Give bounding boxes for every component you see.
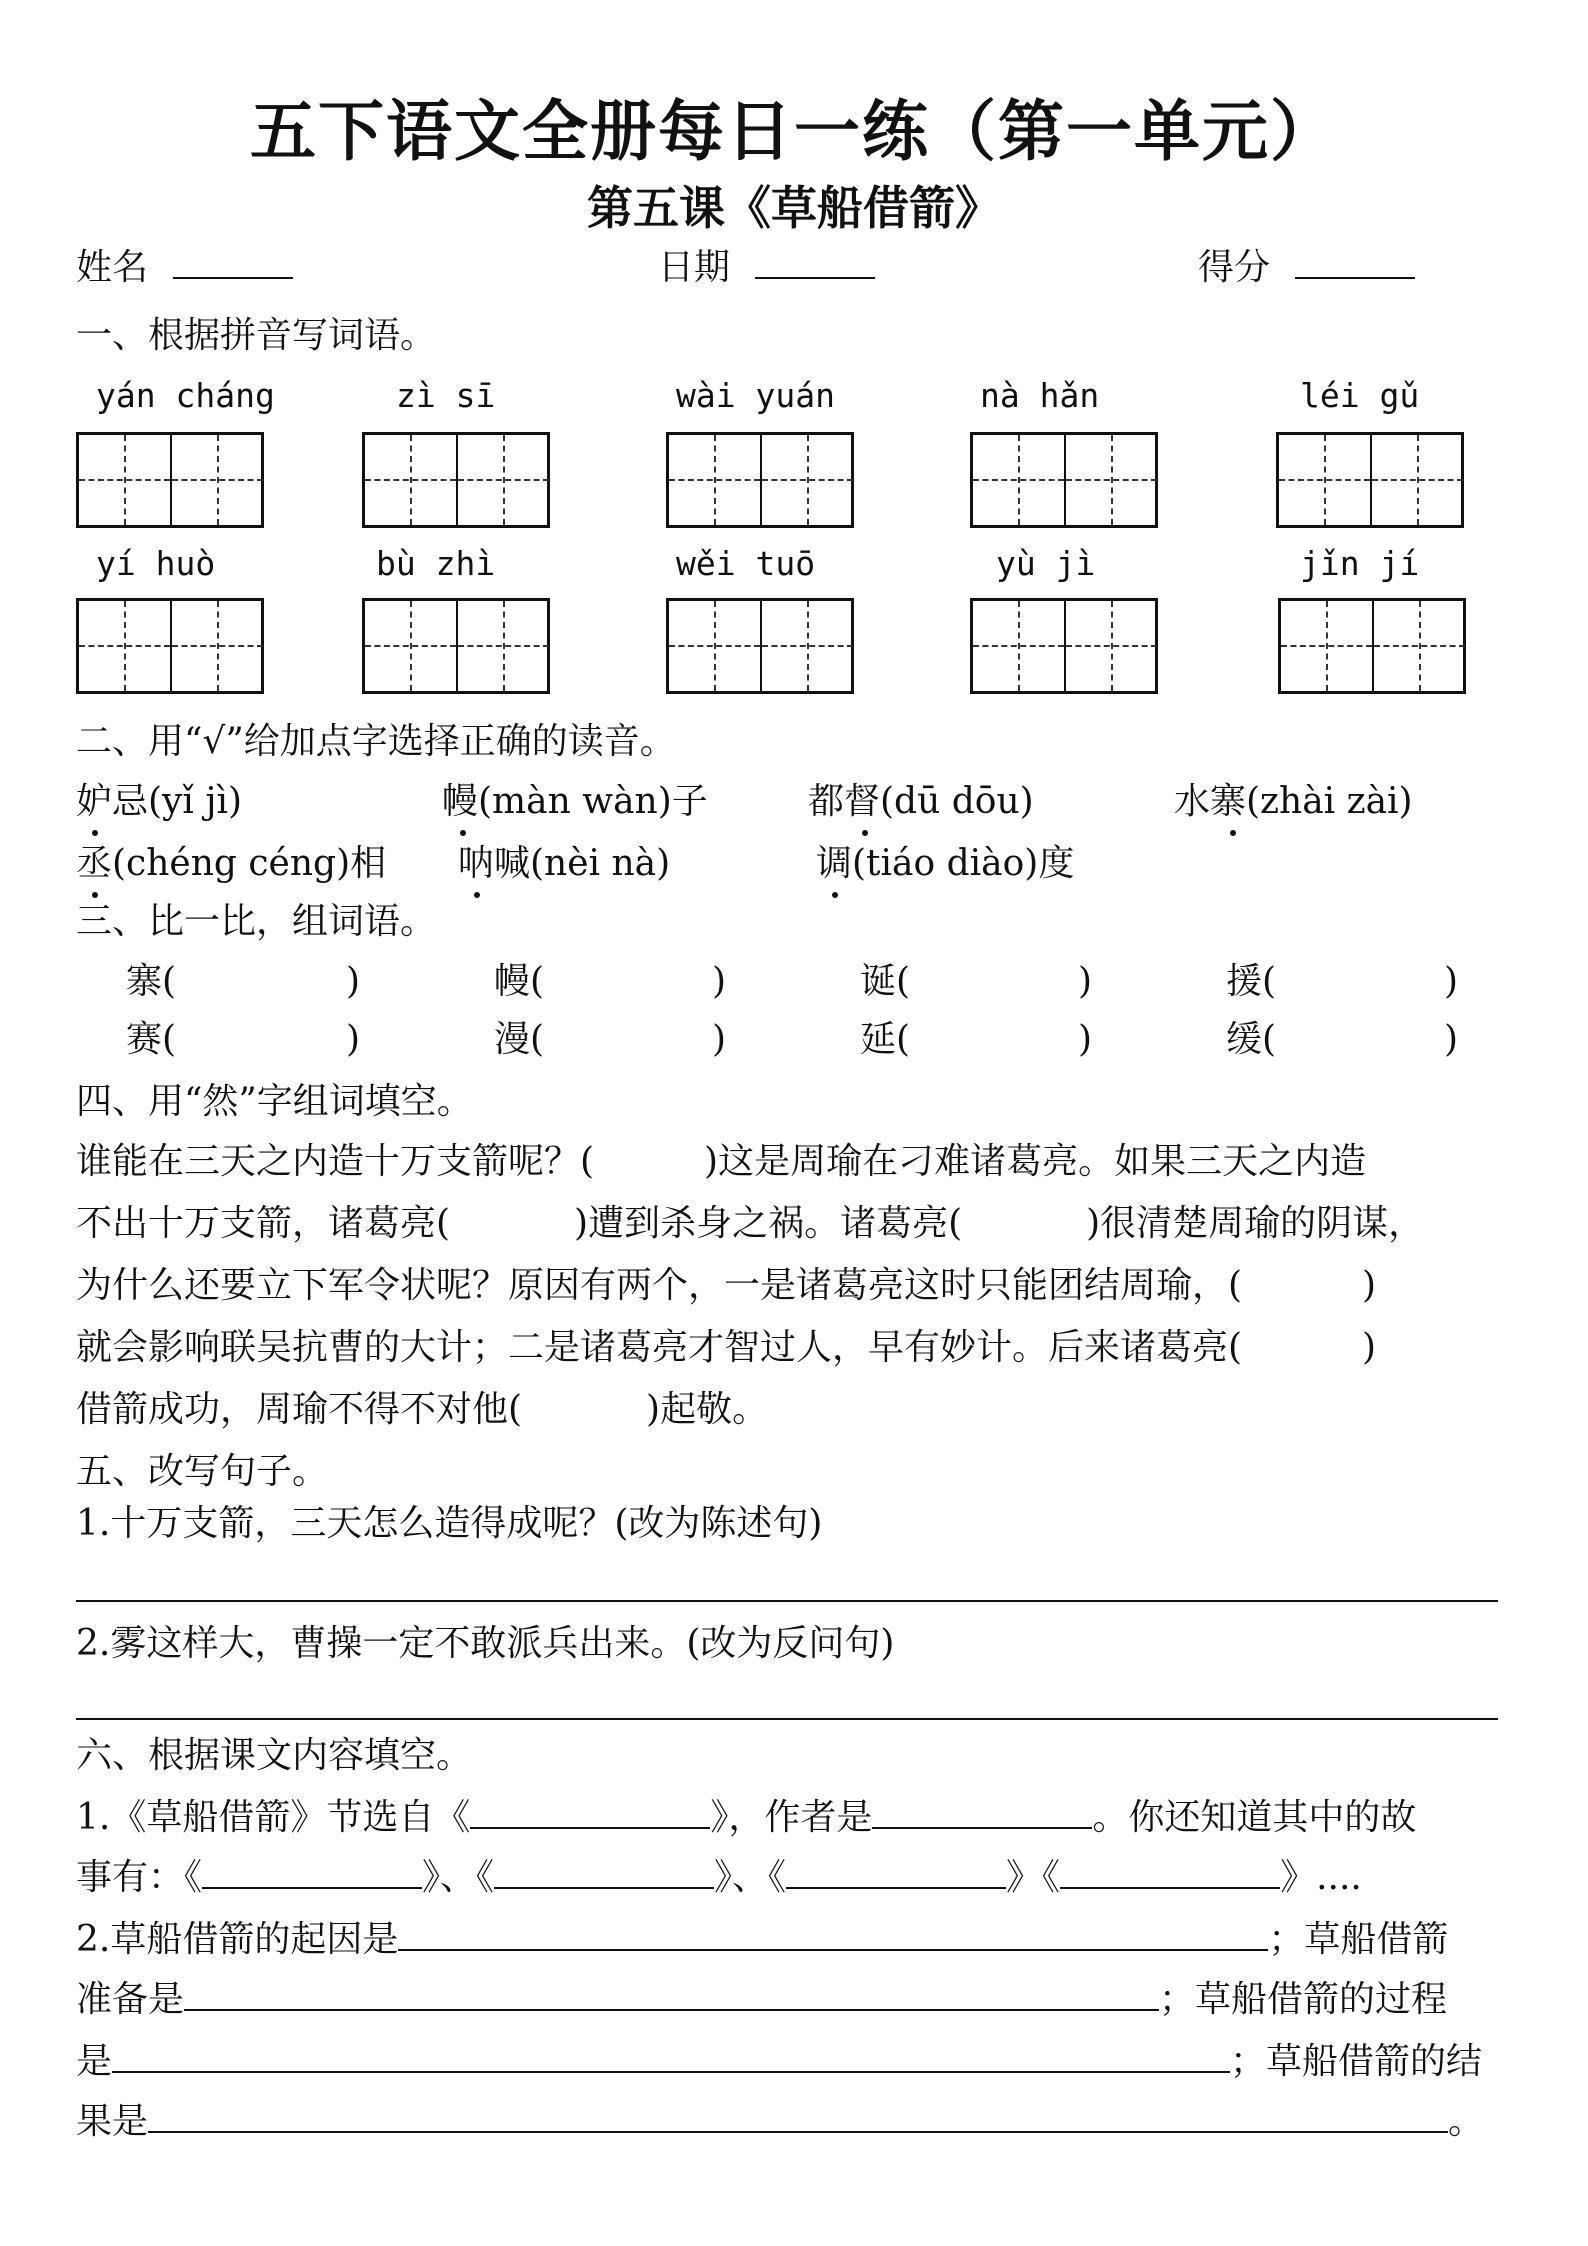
fill-blank[interactable] — [786, 1857, 1006, 1889]
emphasis-dot — [832, 892, 838, 898]
fill-blank[interactable] — [112, 2041, 1230, 2073]
compare-close: ) — [712, 961, 727, 1002]
passage-text: ) — [1362, 1327, 1377, 1368]
fill-text: 事有：《 — [76, 1857, 203, 1898]
pinyin-8: wěi tuō — [676, 544, 816, 583]
writing-grid[interactable] — [76, 432, 264, 528]
compare-word[interactable]: 寨( — [126, 961, 177, 1002]
passage-text: 为什么还要立下军令状呢？原因有两个，一是诸葛亮这时只能团结周瑜，( — [76, 1265, 1243, 1306]
reading-item[interactable]: 调(tiáo diào)度 — [816, 843, 1075, 884]
pinyin-1: yán cháng — [96, 376, 275, 415]
answer-line[interactable] — [76, 1600, 1498, 1602]
fill-blank[interactable] — [494, 1857, 714, 1889]
writing-grid[interactable] — [970, 432, 1158, 528]
section4-heading: 四、用“然”字组词填空。 — [76, 1081, 473, 1122]
fill-text: 》，作者是 — [710, 1797, 873, 1838]
score-field[interactable] — [1198, 246, 1415, 290]
passage-text: 就会影响联吴抗曹的大计；二是诸葛亮才智过人，早有妙计。后来诸葛亮( — [76, 1327, 1243, 1368]
compare-word[interactable]: 缓( — [1226, 1019, 1277, 1060]
fill-text: ；草船借箭的过程 — [1159, 1979, 1448, 2020]
passage-line — [76, 1202, 1424, 1246]
compare-close: ) — [346, 1019, 361, 1060]
fill-blank[interactable] — [202, 1857, 422, 1889]
fill-line — [76, 2100, 1484, 2144]
passage-line — [76, 1140, 1366, 1184]
emphasis-dot — [474, 892, 480, 898]
fill-line — [76, 1796, 1416, 1840]
compare-close: ) — [1078, 961, 1093, 1002]
answer-line[interactable] — [76, 1718, 1498, 1720]
section5-heading: 五、改写句子。 — [76, 1451, 329, 1492]
pinyin-4: nà hǎn — [980, 376, 1100, 415]
reading-item[interactable]: 呐喊(nèi nà) — [458, 843, 671, 884]
fill-text: ；草船借箭的结 — [1230, 2041, 1483, 2082]
emphasis-dot — [1230, 830, 1236, 836]
passage-text: 不出十万支箭，诸葛亮( — [76, 1203, 451, 1244]
emphasis-dot — [92, 892, 98, 898]
fill-text: 》.... — [1280, 1857, 1362, 1898]
section3-heading: 三、比一比，组词语。 — [76, 901, 437, 942]
passage-text: )遭到杀身之祸。诸葛亮( — [574, 1203, 963, 1244]
writing-grid[interactable] — [1278, 598, 1466, 694]
fill-line — [76, 2040, 1482, 2084]
page-title: 五下语文全册每日一练（第一单元） — [250, 93, 1338, 170]
writing-grid[interactable] — [666, 432, 854, 528]
fill-blank[interactable] — [148, 2101, 1448, 2133]
fill-blank[interactable] — [398, 1919, 1268, 1951]
writing-grid[interactable] — [1276, 432, 1464, 528]
compare-word[interactable]: 援( — [1226, 961, 1277, 1002]
passage-text: ) — [1362, 1265, 1377, 1306]
fill-text: 》《 — [1006, 1857, 1061, 1898]
reading-item[interactable]: 都督(dū dōu) — [808, 781, 1034, 822]
fill-text: 。你还知道其中的故 — [1092, 1797, 1417, 1838]
passage-text: 借箭成功，周瑜不得不对他( — [76, 1389, 523, 1430]
fill-text: 》、《 — [422, 1857, 495, 1898]
fill-text: 准备是 — [76, 1979, 185, 2020]
fill-blank[interactable] — [1060, 1857, 1280, 1889]
passage-line — [76, 1326, 1376, 1370]
compare-word[interactable]: 延( — [860, 1019, 911, 1060]
compare-close: ) — [1444, 1019, 1459, 1060]
writing-grid[interactable] — [362, 598, 550, 694]
compare-close: ) — [1444, 961, 1459, 1002]
compare-word[interactable]: 漫( — [494, 1019, 545, 1060]
passage-text: )这是周瑜在刁难诸葛亮。如果三天之内造 — [704, 1141, 1367, 1182]
writing-grid[interactable] — [970, 598, 1158, 694]
compare-close: ) — [1078, 1019, 1093, 1060]
pinyin-10: jǐn jí — [1300, 544, 1420, 583]
fill-text: 是 — [76, 2041, 113, 2082]
compare-word[interactable]: 赛( — [126, 1019, 177, 1060]
fill-text: 2.草船借箭的起因是 — [76, 1919, 399, 1960]
fill-line — [76, 1918, 1448, 1962]
fill-blank[interactable] — [184, 1979, 1159, 2011]
fill-blank[interactable] — [872, 1797, 1092, 1829]
fill-text: 。 — [1448, 2101, 1485, 2142]
pinyin-3: wài yuán — [676, 376, 835, 415]
passage-text: 谁能在三天之内造十万支箭呢？( — [76, 1141, 595, 1182]
passage-line — [76, 1264, 1376, 1308]
compare-close: ) — [712, 1019, 727, 1060]
fill-blank[interactable] — [470, 1797, 710, 1829]
reading-item[interactable]: 丞(chéng céng)相 — [76, 843, 387, 884]
writing-grid[interactable] — [666, 598, 854, 694]
section1-heading: 一、根据拼音写词语。 — [76, 315, 437, 356]
reading-item[interactable]: 妒忌(yǐ jì) — [76, 781, 243, 822]
fill-text: 1.《草船借箭》节选自《 — [76, 1797, 471, 1838]
passage-text: )很清楚周瑜的阴谋， — [1086, 1203, 1425, 1244]
name-field[interactable] — [76, 246, 293, 290]
pinyin-5: léi gǔ — [1300, 376, 1420, 415]
pinyin-9: yù jì — [996, 544, 1096, 583]
passage-text: )起敬。 — [646, 1389, 769, 1430]
section2-heading: 二、用“√”给加点字选择正确的读音。 — [76, 721, 676, 762]
pinyin-7: bù zhì — [376, 544, 496, 583]
fill-text: 果是 — [76, 2101, 149, 2142]
pinyin-6: yí huò — [96, 544, 216, 583]
score-label: 得分 — [1198, 247, 1271, 288]
passage-line — [76, 1388, 768, 1432]
fill-line — [76, 1978, 1447, 2022]
name-label: 姓名 — [76, 247, 149, 288]
emphasis-dot — [460, 830, 466, 836]
fill-text: 》、《 — [714, 1857, 787, 1898]
emphasis-dot — [92, 830, 98, 836]
pinyin-2: zì sī — [396, 376, 496, 415]
compare-close: ) — [346, 961, 361, 1002]
date-label: 日期 — [658, 247, 731, 288]
compare-word[interactable]: 幔( — [494, 961, 545, 1002]
writing-grid[interactable] — [76, 598, 264, 694]
score-blank[interactable] — [1295, 247, 1415, 279]
section6-heading: 六、根据课文内容填空。 — [76, 1735, 473, 1776]
writing-grid[interactable] — [362, 432, 550, 528]
compare-word[interactable]: 诞( — [860, 961, 911, 1002]
name-blank[interactable] — [173, 247, 293, 279]
date-blank[interactable] — [755, 247, 875, 279]
rewrite-question-2: 2.雾这样大，曹操一定不敢派兵出来。(改为反问句) — [76, 1623, 895, 1664]
emphasis-dot — [862, 830, 868, 836]
fill-line — [76, 1856, 1362, 1900]
fill-text: ；草船借箭 — [1268, 1919, 1449, 1960]
lesson-title: 第五课《草船借箭》 — [587, 181, 1001, 235]
reading-item[interactable]: 幔(màn wàn)子 — [442, 781, 708, 822]
date-field[interactable] — [658, 246, 875, 290]
reading-item[interactable]: 水寨(zhài zài) — [1174, 781, 1413, 822]
rewrite-question-1: 1.十万支箭，三天怎么造得成呢？(改为陈述句) — [76, 1503, 823, 1544]
